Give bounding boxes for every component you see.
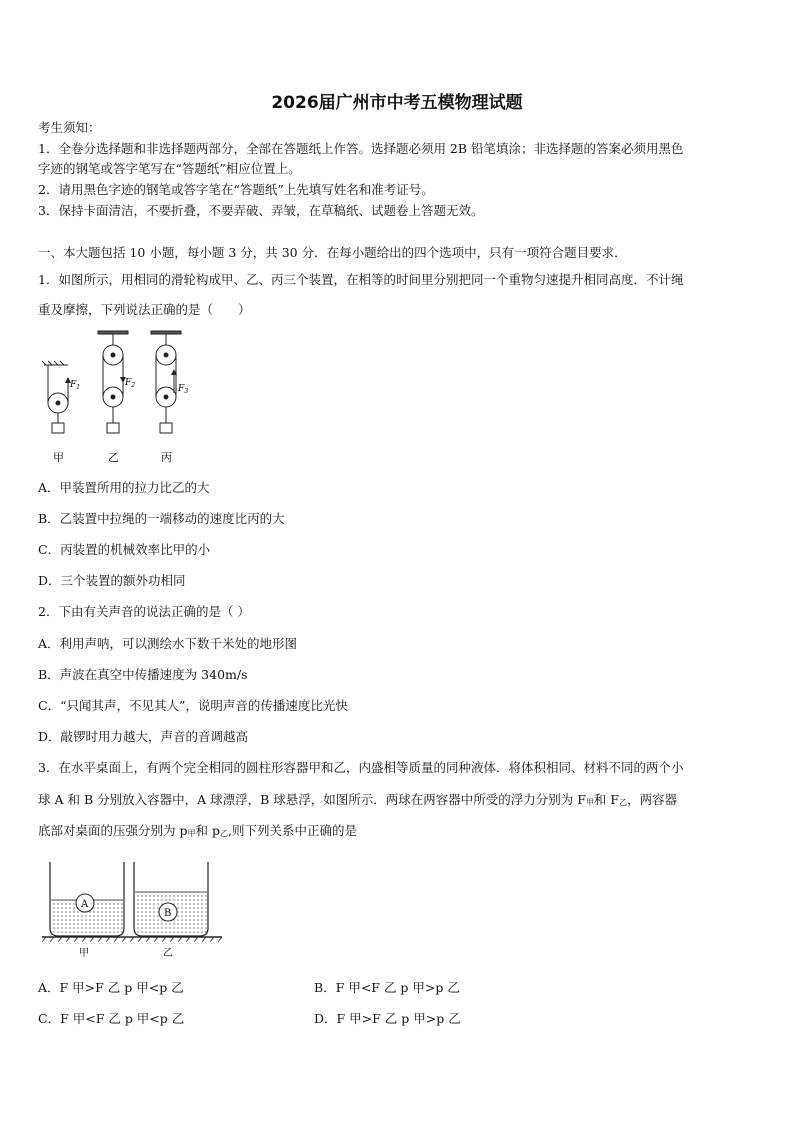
- pulley-figure: [36, 325, 196, 465]
- section-heading: 一、本大题包括 10 小题，每小题 3 分，共 30 分．在每小题给出的四个选项中，只有一项符合题目要求．: [38, 245, 627, 260]
- page-title: 2026届广州市中考五模物理试题: [271, 93, 523, 113]
- notice-item-3: 3．保持卡面清洁，不要折叠，不要弄破、弄皱，在草稿纸、试题卷上答题无效。: [38, 203, 484, 218]
- q2-option-b: B．声波在真空中传播速度为 340m/s: [38, 667, 248, 682]
- ball-b-label: B: [164, 908, 172, 919]
- q3-option-a: A．F 甲>F 乙 p 甲<p 乙: [38, 980, 184, 995]
- q3-stem-line3: 底部对桌面的压强分别为 p甲和 p乙,则下列关系中正确的是: [38, 823, 357, 838]
- q1-stem-line1: 1．如图所示，用相同的滑轮构成甲、乙、丙三个装置，在相等的时间里分别把同一个重物匀速提升相同高度．不计绳: [38, 272, 684, 287]
- container-label-jia: 甲: [79, 948, 89, 959]
- q3-stem-line2: 球 A 和 B 分别放入容器中，A 球漂浮，B 球悬浮，如图所示．两球在两容器中所受的浮力分别为 F甲和 F乙，两容器: [38, 792, 678, 807]
- force-f3-label: $F_3$: [178, 384, 189, 395]
- q2-option-a: A．利用声呐，可以测绘水下数千米处的地形图: [38, 636, 298, 651]
- force-f1-label: $F_1$: [70, 380, 81, 391]
- ball-a-label: A: [81, 899, 89, 910]
- container-label-yi: 乙: [163, 948, 173, 959]
- q3-option-d: D．F 甲>F 乙 p 甲>p 乙: [314, 1011, 461, 1026]
- q3-option-c: C．F 甲<F 乙 p 甲<p 乙: [38, 1011, 185, 1026]
- pulley-label-bing: 丙: [161, 451, 172, 464]
- q1-option-b: B．乙装置中拉绳的一端移动的速度比丙的大: [38, 511, 285, 526]
- q1-stem-line2: 重及摩擦，下列说法正确的是（ ）: [38, 302, 251, 317]
- force-f2-label: $F_2$: [125, 378, 136, 389]
- notice-item-1-cont: 字迹的钢笔或答字笔写在“答题纸”相应位置上。: [38, 161, 301, 176]
- notice-heading: 考生须知：: [38, 120, 101, 135]
- q2-stem: 2．下由有关声音的说法正确的是（ ）: [38, 604, 250, 619]
- q1-option-a: A．甲装置所用的拉力比乙的大: [38, 480, 210, 495]
- q3-option-b: B．F 甲<F 乙 p 甲>p 乙: [314, 980, 460, 995]
- q1-option-c: C．丙装置的机械效率比甲的小: [38, 542, 211, 557]
- q2-option-c: C．“只闻其声，不见其人”，说明声音的传播速度比光快: [38, 698, 348, 713]
- q2-option-d: D．敲锣时用力越大，声音的音调越高: [38, 729, 249, 744]
- notice-item-2: 2．请用黑色字迹的钢笔或答字笔在“答题纸”上先填写姓名和准考证号。: [38, 182, 434, 197]
- notice-item-1: 1．全卷分选择题和非选择题两部分，全部在答题纸上作答。选择题必须用 2B 铅笔填涂；非选择题的答案必须用黑色: [38, 141, 684, 156]
- q1-option-d: D．三个装置的额外功相同: [38, 573, 186, 588]
- pulley-label-jia: 甲: [53, 451, 64, 464]
- containers-figure: [40, 858, 230, 963]
- pulley-label-yi: 乙: [108, 451, 119, 464]
- q3-stem-line1: 3．在水平桌面上，有两个完全相同的圆柱形容器甲和乙，内盛相等质量的同种液体．将体积相同、材料不同的两个小: [38, 760, 684, 775]
